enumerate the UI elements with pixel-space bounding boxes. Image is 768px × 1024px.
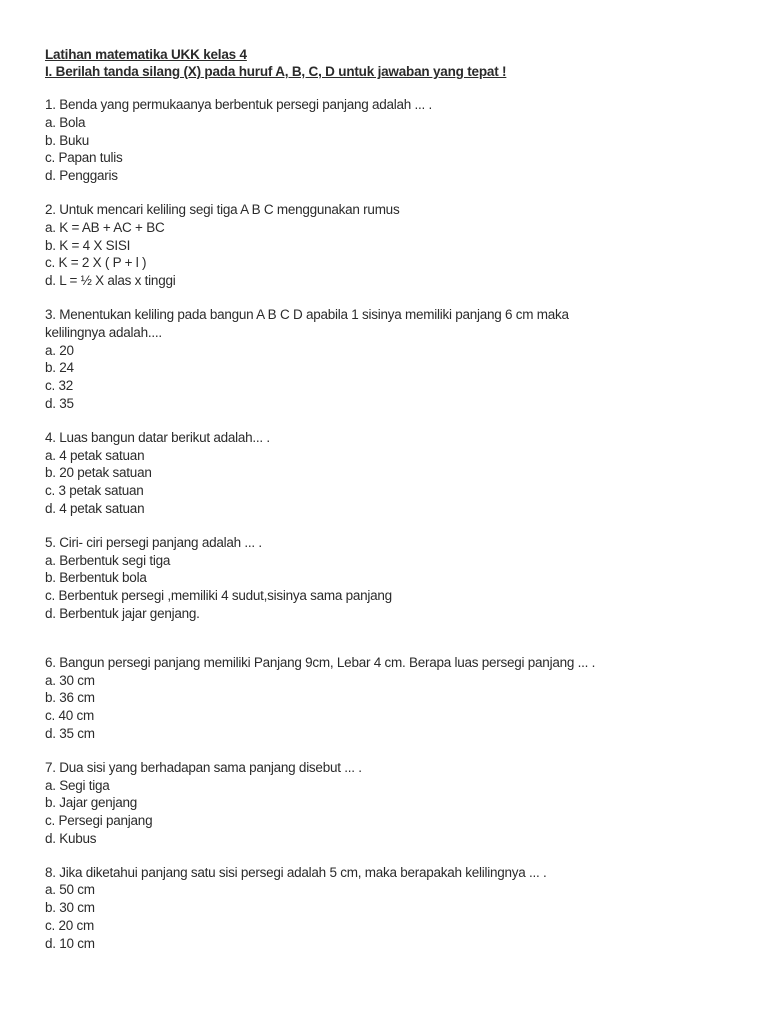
option-d: d. Kubus [45,830,97,846]
question-text: 3. Menentukan keliling pada bangun A B C D apabila 1 sisinya memiliki panjang 6 cm maka kelilingnya adalah.... [45,306,569,340]
option-c: c. K = 2 X ( P + l ) [45,255,147,271]
question-4 [45,429,745,518]
option-b: b. Jajar genjang [45,795,138,811]
option-b: b. 36 cm [45,690,95,706]
question-text: 7. Dua sisi yang berhadapan sama panjang disebut ... . [45,759,362,775]
question-7 [45,759,745,848]
option-b: b. 30 cm [45,900,95,916]
worksheet-page [45,46,745,953]
worksheet-instruction: I. Berilah tanda silang (X) pada huruf A, B, C, D untuk jawaban yang tepat ! [45,64,507,79]
option-c: c. Berbentuk persegi ,memiliki 4 sudut,sisinya sama panjang [45,588,392,604]
option-a: a. 4 petak satuan [45,447,145,463]
question-6 [45,654,745,743]
option-c: c. Persegi panjang [45,813,153,829]
question-text: 4. Luas bangun datar berikut adalah... . [45,429,270,445]
option-b: b. 20 petak satuan [45,465,152,481]
question-text: 8. Jika diketahui panjang satu sisi persegi adalah 5 cm, maka berapakah kelilingnya ... . [45,864,547,880]
option-d: d. 35 cm [45,725,95,741]
option-d: d. 4 petak satuan [45,500,145,516]
option-d: d. Penggaris [45,168,118,184]
option-d: d. Berbentuk jajar genjang. [45,605,200,621]
question-text: 1. Benda yang permukaanya berbentuk persegi panjang adalah ... . [45,97,433,112]
option-d: d. L = ½ X alas x tinggi [45,273,176,289]
option-d: d. 10 cm [45,935,95,951]
option-c: c. 3 petak satuan [45,483,144,499]
option-a: a. 50 cm [45,882,95,898]
option-a: a. Berbentuk segi tiga [45,552,171,568]
option-a: a. 20 [45,342,74,358]
option-a: a. Segi tiga [45,777,110,793]
worksheet-title: Latihan matematika UKK kelas 4 [45,47,247,62]
option-b: b. 24 [45,360,74,376]
option-c: c. 32 [45,378,74,394]
option-a: a. K = AB + AC + BC [45,219,165,235]
question-5 [45,534,745,623]
question-1 [45,96,745,185]
option-c: c. 20 cm [45,918,95,934]
option-c: c. 40 cm [45,708,95,724]
option-a: a. Bola [45,114,86,130]
option-b: b. Berbentuk bola [45,570,147,586]
question-8 [45,864,745,953]
question-text: 2. Untuk mencari keliling segi tiga A B C menggunakan rumus [45,201,400,217]
option-b: b. K = 4 X SISI [45,237,131,253]
option-b: b. Buku [45,132,90,148]
question-text: 6. Bangun persegi panjang memiliki Panjang 9cm, Lebar 4 cm. Berapa luas persegi panjang ... . [45,654,596,670]
option-a: a. 30 cm [45,672,95,688]
option-c: c. Papan tulis [45,150,123,166]
question-2 [45,201,745,290]
question-text: 5. Ciri- ciri persegi panjang adalah ... . [45,534,262,550]
question-3 [45,306,745,413]
option-d: d. 35 [45,395,74,411]
